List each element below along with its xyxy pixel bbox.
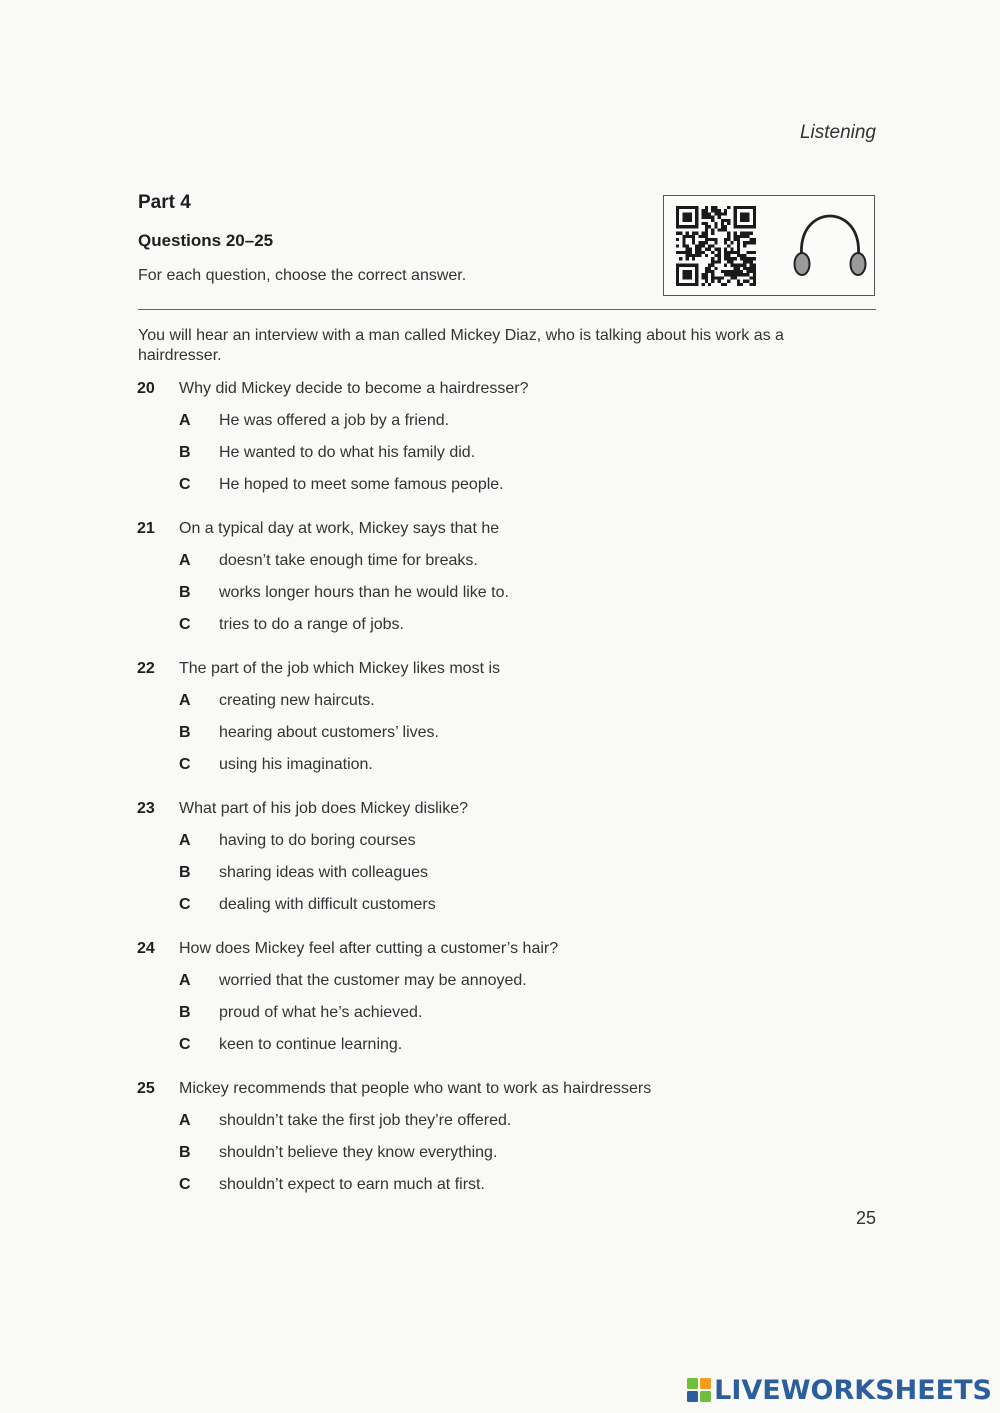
option-text: using his imagination. <box>219 756 373 773</box>
answer-option[interactable] <box>137 466 877 498</box>
option-text: He was offered a job by a friend. <box>219 412 450 429</box>
answer-option[interactable] <box>137 746 877 778</box>
qr-code-icon[interactable] <box>676 206 756 286</box>
answer-option[interactable] <box>137 682 877 714</box>
answer-option[interactable] <box>137 1166 877 1198</box>
part-title: Part 4 <box>138 192 191 213</box>
question-text: Mickey recommends that people who want to work as hairdressers <box>179 1080 652 1097</box>
option-text: dealing with difficult customers <box>219 896 436 913</box>
question-1 <box>137 520 877 638</box>
answer-option[interactable] <box>137 994 877 1026</box>
option-text: tries to do a range of jobs. <box>219 616 404 633</box>
question-line <box>137 520 877 542</box>
option-text: He wanted to do what his family did. <box>219 444 476 461</box>
question-3 <box>137 800 877 918</box>
option-text: sharing ideas with colleagues <box>219 864 429 881</box>
answer-option[interactable] <box>137 886 877 918</box>
option-text: doesn’t take enough time for breaks. <box>219 552 478 569</box>
question-4 <box>137 940 877 1058</box>
header-divider <box>138 309 876 310</box>
answer-option[interactable] <box>137 1026 877 1058</box>
option-text: creating new haircuts. <box>219 692 375 709</box>
option-letter: B <box>179 444 191 461</box>
question-line <box>137 800 877 822</box>
answer-option[interactable] <box>137 854 877 886</box>
option-letter: B <box>179 1144 191 1161</box>
question-5 <box>137 1080 877 1198</box>
question-text: What part of his job does Mickey dislike? <box>179 800 469 817</box>
option-letter: C <box>179 756 191 773</box>
question-number: 23 <box>137 800 155 817</box>
option-text: having to do boring courses <box>219 832 416 849</box>
answer-option[interactable] <box>137 434 877 466</box>
option-text: works longer hours than he would like to. <box>219 584 509 601</box>
option-letter: A <box>179 692 191 709</box>
question-text: How does Mickey feel after cutting a customer’s hair? <box>179 940 559 957</box>
option-letter: C <box>179 1036 191 1053</box>
option-letter: C <box>179 616 191 633</box>
question-number: 24 <box>137 940 155 957</box>
instruction-text: For each question, choose the correct answer. <box>138 267 467 284</box>
answer-option[interactable] <box>137 962 877 994</box>
intro-text: You will hear an interview with a man called Mickey Diaz, who is talking about his work as a hairdresser. <box>138 327 784 364</box>
answer-option[interactable] <box>137 1134 877 1166</box>
option-text: worried that the customer may be annoyed. <box>219 972 527 989</box>
option-letter: A <box>179 552 191 569</box>
option-letter: B <box>179 724 191 741</box>
audio-box <box>663 195 875 296</box>
answer-option[interactable] <box>137 574 877 606</box>
option-letter: C <box>179 896 191 913</box>
question-line <box>137 660 877 682</box>
option-letter: A <box>179 412 191 429</box>
answer-option[interactable] <box>137 542 877 574</box>
question-text: On a typical day at work, Mickey says that he <box>179 520 500 537</box>
option-text: keen to continue learning. <box>219 1036 403 1053</box>
question-0 <box>137 380 877 498</box>
question-text: Why did Mickey decide to become a hairdresser? <box>179 380 529 397</box>
option-letter: A <box>179 972 191 989</box>
headphones-icon <box>792 214 868 280</box>
option-text: He hoped to meet some famous people. <box>219 476 504 493</box>
question-number: 20 <box>137 380 155 397</box>
option-letter: B <box>179 584 191 601</box>
liveworksheets-logo-icon <box>687 1378 711 1402</box>
question-2 <box>137 660 877 778</box>
option-text: shouldn’t expect to earn much at first. <box>219 1176 485 1193</box>
watermark-text: LIVEWORKSHEETS <box>714 1374 992 1406</box>
option-letter: A <box>179 832 191 849</box>
option-letter: B <box>179 1004 191 1021</box>
option-letter: B <box>179 864 191 881</box>
question-text: The part of the job which Mickey likes most is <box>179 660 501 677</box>
answer-option[interactable] <box>137 606 877 638</box>
question-line <box>137 940 877 962</box>
question-line <box>137 1080 877 1102</box>
option-text: shouldn’t believe they know everything. <box>219 1144 498 1161</box>
answer-option[interactable] <box>137 402 877 434</box>
option-text: hearing about customers’ lives. <box>219 724 439 741</box>
question-number: 25 <box>137 1080 155 1097</box>
watermark <box>687 1373 992 1407</box>
option-letter: C <box>179 1176 191 1193</box>
option-letter: A <box>179 1112 191 1129</box>
answer-option[interactable] <box>137 822 877 854</box>
questions-range: Questions 20–25 <box>138 231 274 250</box>
answer-option[interactable] <box>137 1102 877 1134</box>
section-label: Listening <box>799 122 876 143</box>
answer-option[interactable] <box>137 714 877 746</box>
option-text: proud of what he’s achieved. <box>219 1004 423 1021</box>
question-number: 22 <box>137 660 155 677</box>
option-letter: C <box>179 476 191 493</box>
question-line <box>137 380 877 402</box>
option-text: shouldn’t take the first job they’re offered. <box>219 1112 512 1129</box>
page-number: 25 <box>855 1208 876 1228</box>
question-number: 21 <box>137 520 155 537</box>
